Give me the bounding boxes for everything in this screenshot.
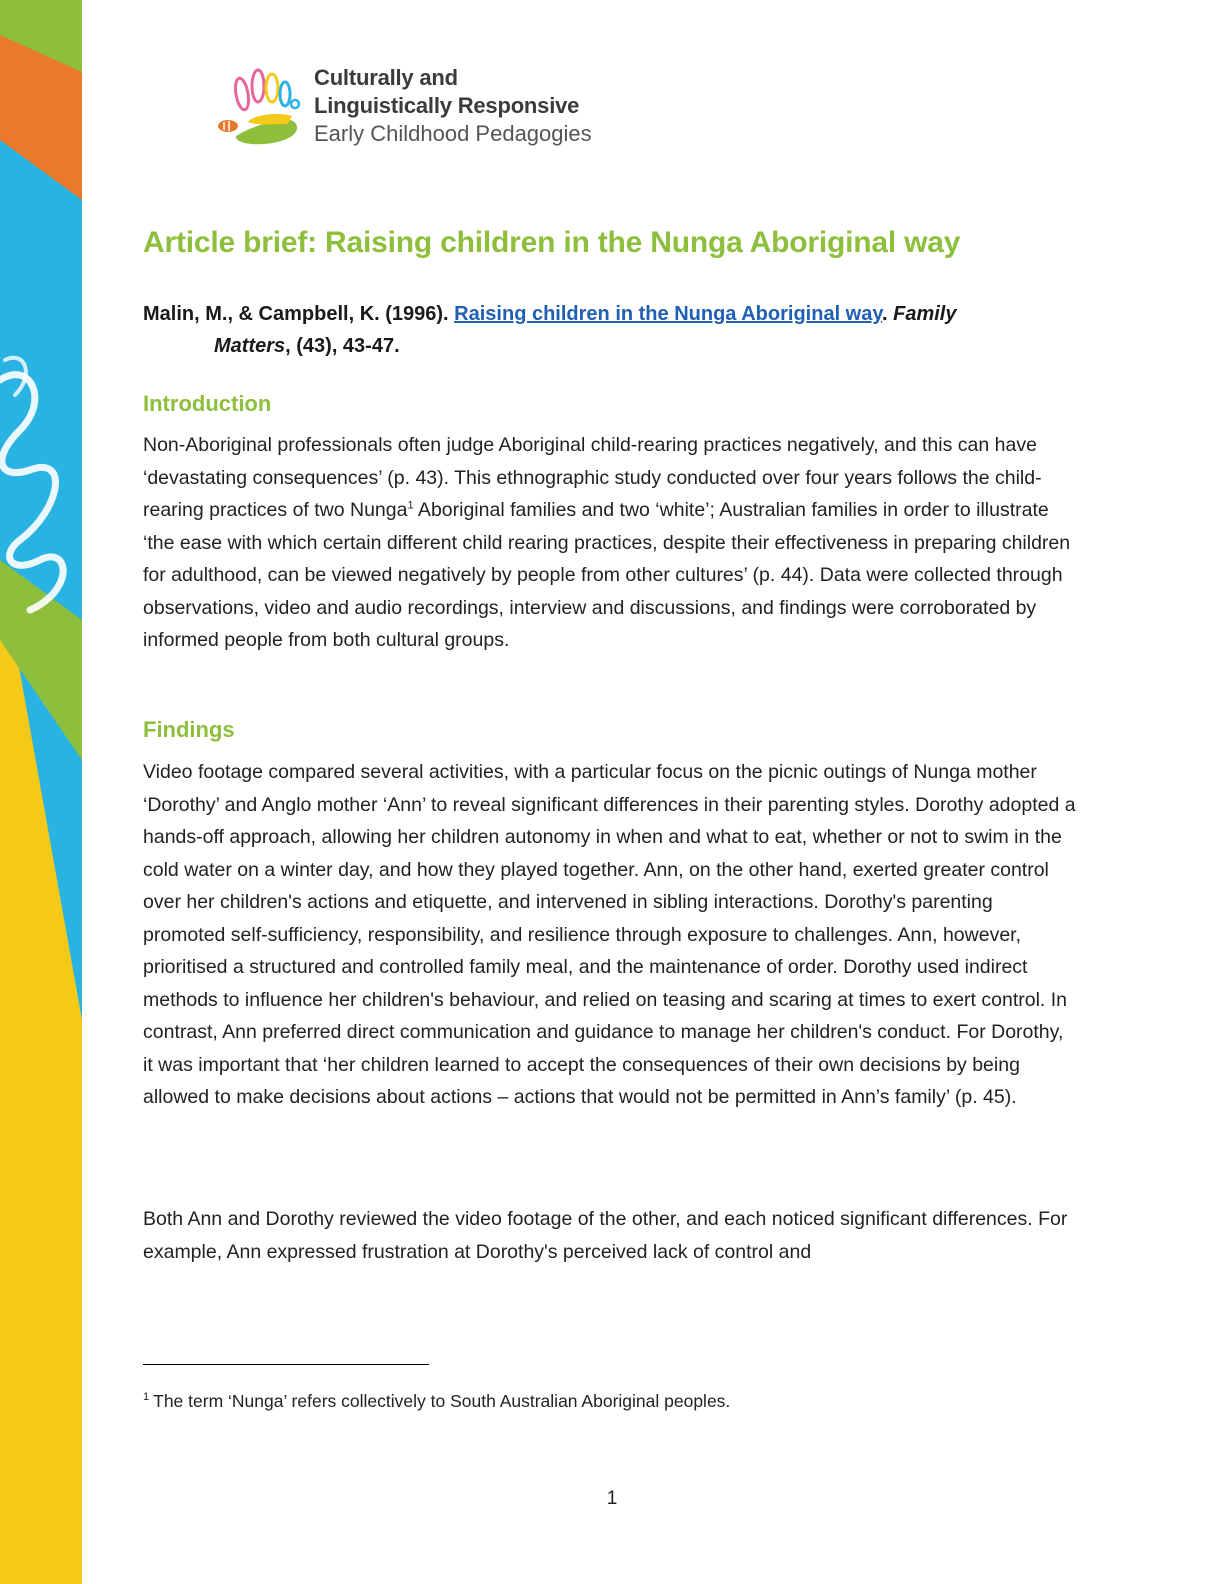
footnote-reference[interactable]: 1 (407, 499, 414, 512)
logo-line-3: Early Childhood Pedagogies (314, 121, 592, 146)
footnote-divider (143, 1364, 429, 1365)
decorative-sidebar (0, 0, 82, 1584)
findings-paragraph-1: Video footage compared several activities, with a particular focus on the picnic outings of Nunga mother ‘Dorothy’ and Anglo mother ‘Ann’ to reveal significant differences in their parenting styles. Dorothy adopted a hands-off approach, allowing her children autonomy in when and what to eat, whether or not to swim in the cold water on a winter day, and how they played together. Ann, on the other hand, exerted greater control over her children's actions and etiquette, and intervened in sibling interactions. Dorothy's parenting promoted self-sufficiency, responsibility, and resilience through exposure to challenges. Ann, however, prioritised a structured and controlled family meal, and the maintenance of order. Dorothy used indirect methods to influence her children's behaviour, and relied on teasing and scaring at times to exert control. In contrast, Ann preferred direct communication and guidance to manage her children's conduct. For Dorothy, it was important that ‘her children learned to accept the consequences of their own decisions by being allowed to make decisions about actions – actions that would not be permitted in Ann’s family’ (p. 45). (143, 761, 1076, 1108)
citation-separator: . (882, 303, 894, 325)
article-link[interactable]: Raising children in the Nunga Aboriginal way (454, 303, 882, 325)
page-title: Article brief: Raising children in the Nunga Aboriginal way (143, 226, 961, 259)
footnote (143, 1391, 730, 1412)
logo-line-2: Linguistically Responsive (314, 93, 580, 118)
footnote-mark: 1 (143, 1391, 150, 1404)
footnote-text: The term ‘Nunga’ refers collectively to South Australian Aboriginal peoples. (153, 1391, 731, 1411)
introduction-text-2: Aboriginal families and two ‘white’; Australian families in order to illustrate ‘the ease with which certain different child rearing practices, despite their effectiveness in preparing children for adulthood, can be viewed negatively by people from other cultures’ (p. 44). Data were collected through observations, video and audio recordings, interview and discussions, and findings were corroborated by informed people from both cultural groups. (143, 499, 1071, 651)
handprint-logo-icon (214, 64, 306, 150)
introduction-heading: Introduction (143, 391, 272, 416)
introduction-paragraph (143, 429, 1078, 657)
brand-logo (214, 62, 614, 154)
journal-name-part-1: Family (893, 303, 957, 325)
findings-heading: Findings (143, 717, 235, 742)
citation-details: , (43), 43-47. (285, 335, 400, 357)
citation-authors: Malin, M., & Campbell, K. (1996). (143, 303, 455, 325)
introduction-text-1: Non-Aboriginal professionals often judge Aboriginal child-rearing practices negatively, and this can have ‘devastating consequences’ (p. 43). This ethnographic study conducted over four years follows the child-rearing practices of two Nunga (143, 434, 1042, 521)
findings-paragraph-2: Both Ann and Dorothy reviewed the video footage of the other, and each noticed significant differences. For example, Ann expressed frustration at Dorothy's perceived lack of control and (143, 1208, 1068, 1263)
page-number: 1 (606, 1488, 618, 1509)
logo-line-1: Culturally and (314, 65, 458, 90)
journal-name-part-2: Matters (214, 335, 286, 357)
citation (143, 298, 1078, 362)
